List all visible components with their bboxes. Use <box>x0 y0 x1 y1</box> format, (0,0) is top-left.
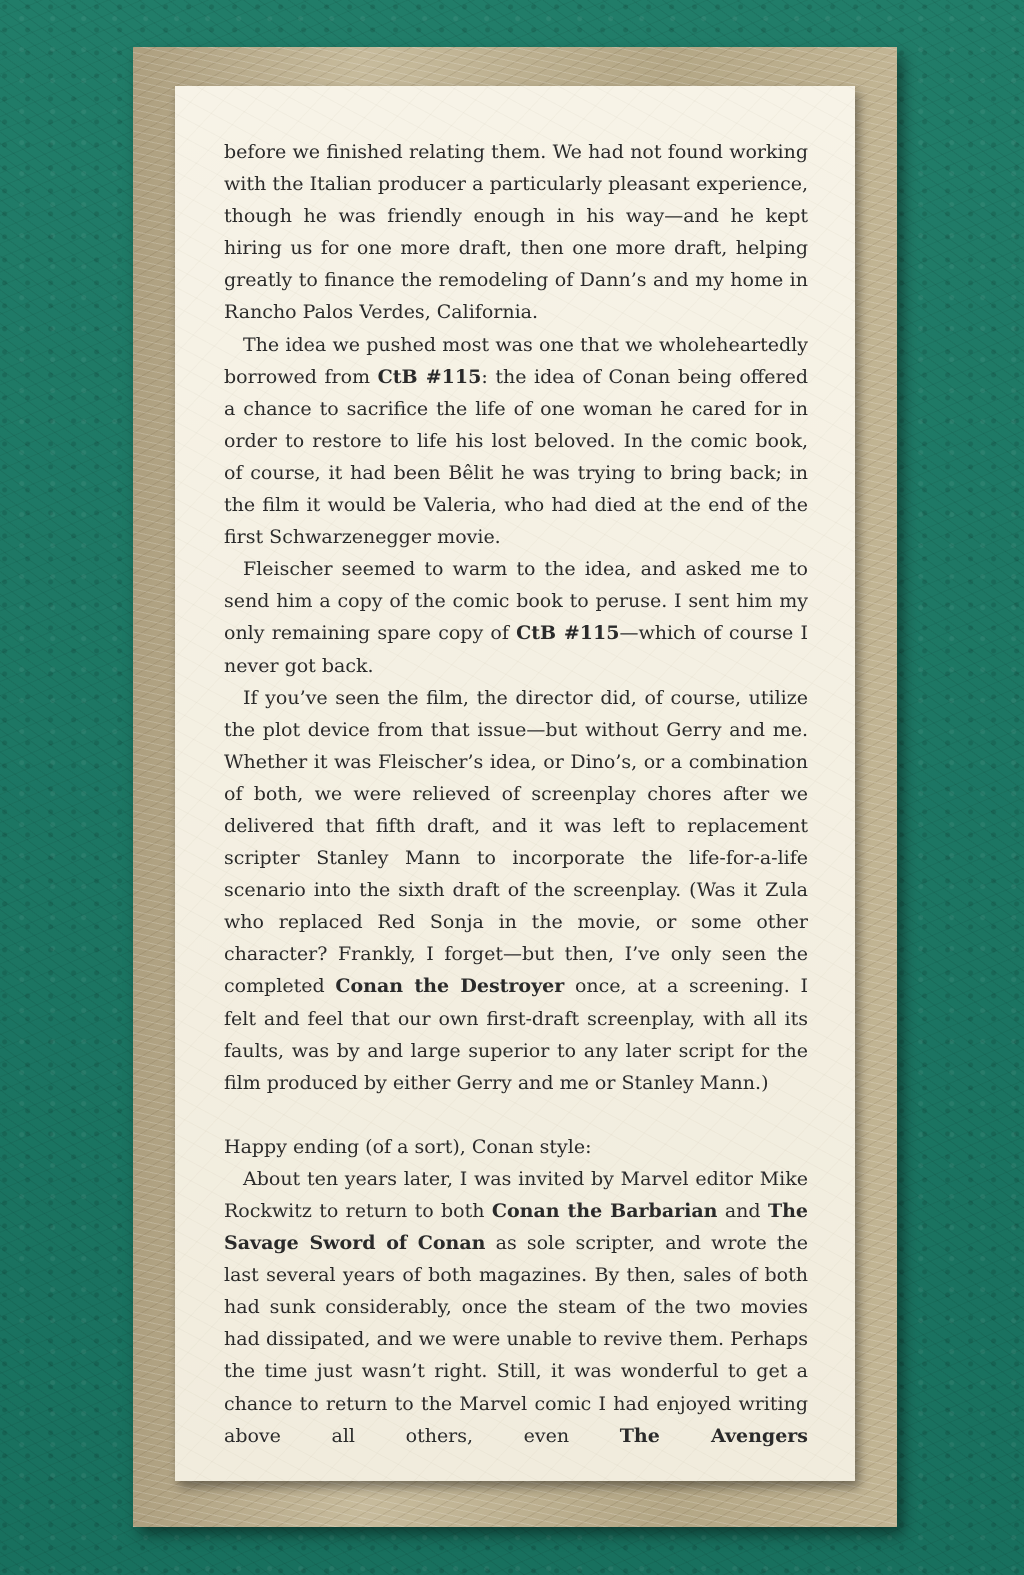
paragraph-3 <box>224 553 808 681</box>
paragraph-6-text-a: About ten years later, I was invited by Marvel editor Mike Rockwitz to return to both <box>224 1167 808 1222</box>
paragraph-4-text-a: If you’ve seen the film, the director did, of course, utilize the plot device from that issue—but without Gerry and me. Whether it was Fleischer’s idea, or Dino’s, or a combination of both, we were relieved of screenplay chores after we delivered that fifth draft, and it was left to replacement scripter Stanley Mann to incorporate the life-for-a-life scenario into the sixth draft of the screenplay. (Was it Zula who replaced Red Sonja in the movie, or some other character? Frankly, I forget—but then, I’ve only seen the completed <box>224 686 808 998</box>
section-lead: Happy ending (of a sort), Conan style: <box>224 1135 592 1158</box>
paragraph-4 <box>224 682 808 1099</box>
comic-title-ctb-115-second: CtB #115 <box>516 622 620 645</box>
paragraph-6-text-b: and <box>717 1200 768 1222</box>
paragraph-2-text-a: The idea we pushed most was one that we wholeheartedly borrowed from <box>224 333 808 388</box>
paragraph-3-text-a: Fleischer seemed to warm to the idea, and asked me to send him a copy of the comic book to peruse. I sent him my only remaining spare copy of <box>224 558 808 645</box>
paragraph-2-text-b: : the idea of Conan being offered a chance to sacrifice the life of one woman he cared for in order to restore to life his lost beloved. In the comic book, of course, it had been Bêlit he was trying to bring back; in the film it would be Valeria, who had died at the end of the first Schwarzenegger movie. <box>224 365 808 549</box>
paragraph-1: before we finished relating them. We had not found working with the Italian producer a particularly pleasant experience, though he was friendly enough in his way—and he kept hiring us for one more draft, then one more draft, helping greatly to finance the remodeling of Dann’s and my home in Rancho Palos Verdes, California. <box>224 141 808 324</box>
paragraph-4-text-b: once, at a screening. I felt and feel that our own first-draft screenplay, with all its faults, was by and large superior to any later script for the film produced by either Gerry and me or Stanley Mann.) <box>224 975 808 1094</box>
title-the-avengers: The Avengers <box>619 1424 808 1447</box>
paragraph-2 <box>224 329 808 554</box>
title-conan-the-barbarian: Conan the Barbarian <box>491 1200 718 1222</box>
paragraph-6-text-c: as sole scripter, and wrote the last several years of both magazines. By then, sales of both had sunk considerably, once the steam of the two movies had dissipated, and we were unable to revive them. Perhaps the time just wasn’t right. Still, it was wonderful to get a chance to return to the Marvel comic I had enjoyed writing above all others, even <box>224 1232 808 1447</box>
film-title-conan-the-destroyer: Conan the Destroyer <box>335 975 565 998</box>
paragraph-6 <box>224 1163 808 1452</box>
comic-title-ctb-115: CtB #115 <box>377 365 482 388</box>
article-text <box>224 136 808 1452</box>
paragraph-3-text-b: —which of course I never got back. <box>224 622 809 677</box>
title-savage-sword-of-conan: The Savage Sword of Conan <box>224 1200 808 1255</box>
